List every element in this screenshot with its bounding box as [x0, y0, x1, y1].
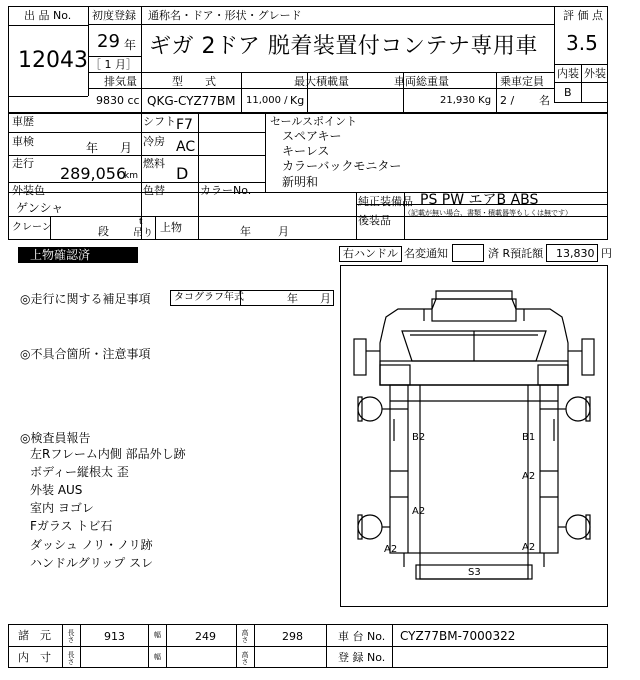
- score-value: 3.5: [566, 31, 598, 55]
- name-label: 通称名・ドア・形状・グレード: [148, 9, 302, 22]
- load-label: 最大積載量: [294, 75, 349, 88]
- lot-number: 12043: [18, 48, 88, 73]
- interior-height-label: 高さ: [241, 651, 249, 665]
- name-change-label: 名変通知: [404, 247, 448, 260]
- inspection-month: 月: [120, 141, 133, 155]
- displacement-value: 9830 cc: [96, 94, 140, 107]
- damage-mark-a2: A2: [384, 544, 398, 555]
- shift-label: シフト: [143, 115, 176, 128]
- interior-width-label: 幅: [154, 653, 161, 661]
- report-item: ボディー縦根太 歪: [30, 465, 129, 479]
- recycle-value: 13,830: [556, 247, 595, 260]
- recycle-label: 済 R預託額: [488, 247, 544, 260]
- chassis-value: CYZ77BM-7000322: [400, 629, 516, 643]
- dims-height-value: 298: [282, 630, 303, 643]
- sales-item: スペアキー: [282, 129, 342, 143]
- dims-height-label: 高さ: [241, 629, 249, 643]
- std-equipment-value: PS PW エアB ABS: [420, 192, 539, 208]
- report-item: ダッシュ ノリ・ノリ跡: [30, 538, 153, 552]
- after-equipment-label: 後装品: [358, 214, 391, 227]
- color-change-label: 色替: [143, 184, 165, 197]
- model-value: QKG-CYZ77BM: [147, 94, 236, 108]
- reg-month: ［ 1 月］: [90, 58, 137, 71]
- crane-ton: t: [139, 217, 143, 227]
- right-handle-box: 右ハンドル: [339, 246, 402, 262]
- inspection-label: 車検: [12, 135, 34, 148]
- sales-label: セールスポイント: [270, 115, 358, 128]
- lot-label: 出 品 No.: [24, 9, 72, 22]
- displacement-label: 排気量: [104, 75, 137, 88]
- damage-mark-a2: A2: [412, 506, 426, 517]
- model-label: 型 式: [172, 75, 216, 88]
- report-label: ◎検査員報告: [20, 431, 91, 445]
- chassis-label: 車 台 No.: [338, 630, 386, 643]
- interior-length-label: 長さ: [67, 651, 75, 665]
- history-label: 車歴: [12, 115, 34, 128]
- exterior-color-label: 外装色: [12, 184, 45, 197]
- crane-stage: 段: [98, 225, 109, 238]
- left-door: [380, 365, 410, 385]
- name-change-box: [452, 244, 484, 262]
- dims-width-label: 幅: [154, 631, 161, 639]
- damage-mark-s3: S3: [468, 567, 481, 578]
- cargo-body: [390, 385, 558, 553]
- score-label: 評 価 点: [563, 9, 603, 22]
- interior-score-value: B: [564, 86, 572, 99]
- load-unit: Kg: [290, 94, 305, 107]
- mileage-value: 289,056: [60, 164, 127, 183]
- vehicle-name: ギガ 2ドア 脱着装置付コンテナ専用車: [149, 34, 538, 59]
- right-mirror: [582, 339, 594, 375]
- reg-year-unit: 年: [124, 38, 137, 52]
- upper-year: 年: [240, 225, 251, 238]
- aircon-label: 冷房: [143, 135, 165, 148]
- reg-year: 29: [97, 31, 120, 52]
- section-title: 上物確認済: [18, 247, 138, 263]
- weight-value: 21,930 Kg: [440, 95, 492, 106]
- sales-item: カラーバックモニター: [282, 159, 402, 173]
- interior-score-label: 内装: [557, 67, 579, 80]
- recycle-unit: 円: [601, 247, 612, 260]
- sales-item: 新明和: [282, 175, 319, 189]
- capacity-value: 2 /: [500, 94, 515, 107]
- load-value: 11,000 /: [246, 95, 288, 106]
- upper-label: 上物: [160, 221, 182, 234]
- mileage-unit: km: [124, 171, 138, 181]
- shift-value: F7: [176, 117, 193, 133]
- fuel-label: 燃料: [143, 157, 165, 170]
- tacho-year: 年: [287, 292, 298, 305]
- dims-width-value: 249: [195, 630, 216, 643]
- report-item: 室内 ヨゴレ: [30, 501, 94, 515]
- dims-label: 諸 元: [18, 629, 51, 642]
- damage-mark-a2: A2: [522, 542, 536, 553]
- mileage-label: 走行: [12, 157, 34, 170]
- crane-lift: 吊り: [133, 228, 153, 239]
- supp-label: ◎走行に関する補足事項: [20, 292, 151, 306]
- fuel-value: D: [176, 164, 189, 183]
- tacho-month: 月: [320, 292, 331, 305]
- truck-diagram: [340, 265, 608, 607]
- dims-length-value: 913: [104, 630, 125, 643]
- crane-label: クレーン: [12, 222, 52, 233]
- inspection-year: 年: [86, 141, 99, 155]
- registration-label: 登 録 No.: [338, 651, 386, 664]
- report-item: ハンドルグリップ スレ: [30, 556, 154, 570]
- exterior-score-label: 外装: [584, 67, 606, 80]
- aircon-value: AC: [176, 139, 196, 155]
- color-no-label: カラーNo.: [200, 184, 252, 197]
- tacho-label: タコグラフ年式: [174, 292, 244, 303]
- capacity-unit: 名: [539, 94, 550, 107]
- left-mirror: [354, 339, 366, 375]
- capacity-label: 乗車定員: [500, 75, 544, 88]
- report-item: 左Rフレーム内側 部品外し跡: [30, 447, 186, 461]
- weight-label: 車両総重量: [394, 75, 449, 88]
- exterior-color-value: ゲンシャ: [16, 201, 64, 215]
- dims-length-label: 長さ: [67, 629, 75, 643]
- damage-mark-a2: A2: [522, 471, 536, 482]
- right-door: [538, 365, 568, 385]
- after-equipment-note: （記載が無い場合、書類・積載器等もしくは無です）: [404, 209, 572, 217]
- std-equipment-label: 純正装備品: [358, 195, 413, 208]
- sales-item: キーレス: [282, 144, 330, 158]
- defect-label: ◎不具合箇所・注意事項: [20, 347, 151, 361]
- interior-label: 内 寸: [18, 651, 51, 664]
- damage-mark-b2: B2: [412, 432, 426, 443]
- upper-month: 月: [278, 225, 289, 238]
- damage-mark-b1: B1: [522, 432, 536, 443]
- report-item: Fガラス トビ石: [30, 519, 113, 533]
- report-item: 外装 AUS: [30, 483, 83, 497]
- reg-label: 初度登録: [92, 9, 136, 22]
